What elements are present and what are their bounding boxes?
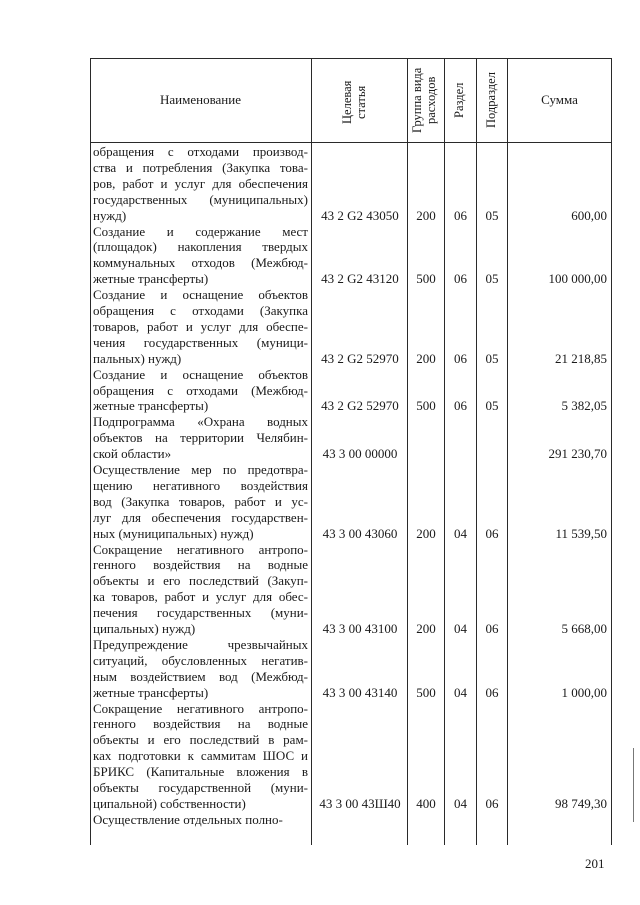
row-name-line: жетные трансферты) [93, 398, 209, 414]
row-name-line: ка товаров, работ и услуг для обес- [93, 589, 308, 605]
margin-mark [633, 748, 634, 822]
row-group-cell: 200 [416, 207, 436, 223]
row-name-line: нужд) [93, 207, 127, 223]
row-name-line: коммунальных отходов (Межбюд- [93, 255, 308, 271]
row-name-line: генного воздействия на водные [93, 557, 308, 573]
col-border-section [476, 58, 477, 845]
row-sum-cell: 98 749,30 [555, 795, 607, 811]
header-expense-group [410, 62, 442, 138]
row-name-line: генного воздействия на водные [93, 716, 308, 732]
row-name-line: ситуаций, обусловленных негатив- [93, 652, 308, 668]
row-subsection-cell: 06 [485, 795, 499, 811]
row-section-cell: 06 [454, 271, 467, 287]
row-name-line: товаров, работ и услуг для обеспе- [93, 318, 308, 334]
row-name-line: печения государственных (муни- [93, 605, 308, 621]
col-border-right [611, 58, 612, 845]
col-border-left [90, 58, 91, 845]
table-top-border [90, 58, 612, 59]
header-expense-group-line1: Группа вида [410, 67, 424, 133]
row-section-cell: 04 [454, 621, 467, 636]
row-section-cell: 06 [454, 350, 467, 366]
row-group-cell: 400 [416, 795, 436, 811]
row-section-cell: 04 [454, 795, 467, 811]
row-name-line: Сокращение негативного антропо- [93, 700, 308, 716]
row-name-line: ных (муниципальных) нужд) [93, 525, 254, 541]
header-target-article [340, 70, 376, 134]
row-name-line: Создание и содержание мест [93, 223, 308, 239]
row-code-cell: 43 2 G2 52970 [321, 398, 399, 414]
row-section-cell: 06 [454, 398, 467, 414]
row-group-cell: 500 [416, 271, 436, 287]
row-name-line: обращения с отходами производ- [93, 144, 308, 159]
row-name-line: обращения с отходами (Закупка [93, 303, 308, 318]
row-subsection-cell: 05 [485, 398, 499, 414]
row-sum-cell: 1 000,00 [561, 684, 607, 700]
row-sum-cell: 11 539,50 [555, 525, 607, 541]
row-section-cell: 04 [454, 684, 467, 700]
row-name-line: ципальных) нужд) [93, 621, 196, 636]
row-name-line: объектов на территории Челябин- [93, 430, 308, 446]
col-border-code [407, 58, 408, 845]
row-name-line: луг для обеспечения государствен- [93, 509, 308, 525]
row-name-line: Сокращение негативного антропо- [93, 541, 308, 557]
col-border-group [444, 58, 445, 845]
row-group-cell: 200 [416, 621, 436, 636]
row-group-cell: 500 [416, 684, 436, 700]
row-name-line: Осуществление мер по предотвра- [93, 462, 308, 477]
row-name-line: ской области» [93, 446, 172, 462]
page-number: 201 [585, 856, 605, 871]
row-group-cell: 200 [416, 525, 436, 541]
row-name-line: объекты и его последствий (Закуп- [93, 573, 308, 589]
row-name-line: Создание и оснащение объектов [93, 287, 308, 303]
row-code-cell: 43 3 00 43Ш40 [319, 795, 401, 811]
row-name-line: ципальной) собственности) [93, 795, 246, 811]
row-name-line: щению негативного воздействия [93, 477, 308, 493]
row-sum-cell: 21 218,85 [555, 350, 607, 366]
row-subsection-cell: 06 [485, 525, 499, 541]
row-code-cell: 43 3 00 43060 [322, 525, 398, 541]
row-name-line: объекты и его последствий в рам- [93, 732, 308, 748]
header-sum: Сумма [541, 92, 578, 107]
row-group-cell: 500 [416, 398, 436, 414]
row-name-line: чения государственных (муници- [93, 334, 308, 350]
header-name: Наименование [160, 92, 241, 107]
row-name-line: обращения с отходами (Межбюд- [93, 382, 308, 398]
row-sum-cell: 291 230,70 [548, 446, 607, 462]
row-subsection-cell: 05 [485, 271, 499, 287]
row-name-line: жетные трансферты) [93, 271, 209, 287]
row-name-line: ства и потребления (Закупка това- [93, 159, 308, 175]
row-name-line: БРИКС (Капитальные вложения в [93, 764, 308, 780]
row-name-line: объекты государственной (муни- [93, 780, 308, 795]
row-name-line: Предупреждение чрезвычайных [93, 636, 308, 652]
row-code-cell: 43 2 G2 52970 [321, 350, 399, 366]
row-name-line: (площадок) накопления твердых [93, 239, 308, 255]
row-subsection-cell: 05 [485, 350, 499, 366]
header-bottom-border [90, 142, 612, 143]
row-name-line: ным воздействием вод (Межбюд- [93, 668, 308, 684]
row-name-line: жетные трансферты) [93, 684, 209, 700]
row-name-line: Осуществление отдельных полно- [93, 811, 283, 827]
row-subsection-cell: 05 [485, 207, 499, 223]
row-name-line: Создание и оснащение объектов [93, 366, 308, 382]
row-code-cell: 43 2 G2 43120 [321, 271, 399, 287]
header-section: Раздел [452, 82, 466, 118]
row-name-line: государственных (муниципальных) [93, 191, 308, 207]
header-target-article-line1: Целевая [340, 80, 354, 124]
row-name-line: Подпрограмма «Охрана водных [93, 414, 308, 430]
row-sum-cell: 100 000,00 [548, 271, 607, 287]
row-sum-cell: 600,00 [571, 207, 607, 223]
row-name-line: ров, работ и услуг для обеспечения [93, 175, 308, 191]
row-code-cell: 43 3 00 43100 [322, 621, 398, 636]
row-section-cell: 06 [454, 207, 467, 223]
row-sum-cell: 5 668,00 [561, 621, 607, 636]
row-name-line: пальных) нужд) [93, 350, 182, 366]
row-subsection-cell: 06 [485, 621, 499, 636]
row-code-cell: 43 3 00 43140 [322, 684, 398, 700]
col-border-name [311, 58, 312, 845]
row-group-cell: 200 [416, 350, 436, 366]
header-subsection: Подраздел [484, 72, 498, 128]
header-expense-group-line2: расходов [424, 76, 438, 124]
row-subsection-cell: 06 [485, 684, 499, 700]
row-code-cell: 43 3 00 00000 [322, 446, 398, 462]
header-target-article-line2: статья [354, 85, 368, 119]
row-name-line: вод (Закупка товаров, работ и ус- [93, 493, 308, 509]
row-sum-cell: 5 382,05 [561, 398, 607, 414]
row-code-cell: 43 2 G2 43050 [321, 207, 399, 223]
row-section-cell: 04 [454, 525, 467, 541]
row-name-line: ках подготовки к саммитам ШОС и [93, 748, 308, 764]
